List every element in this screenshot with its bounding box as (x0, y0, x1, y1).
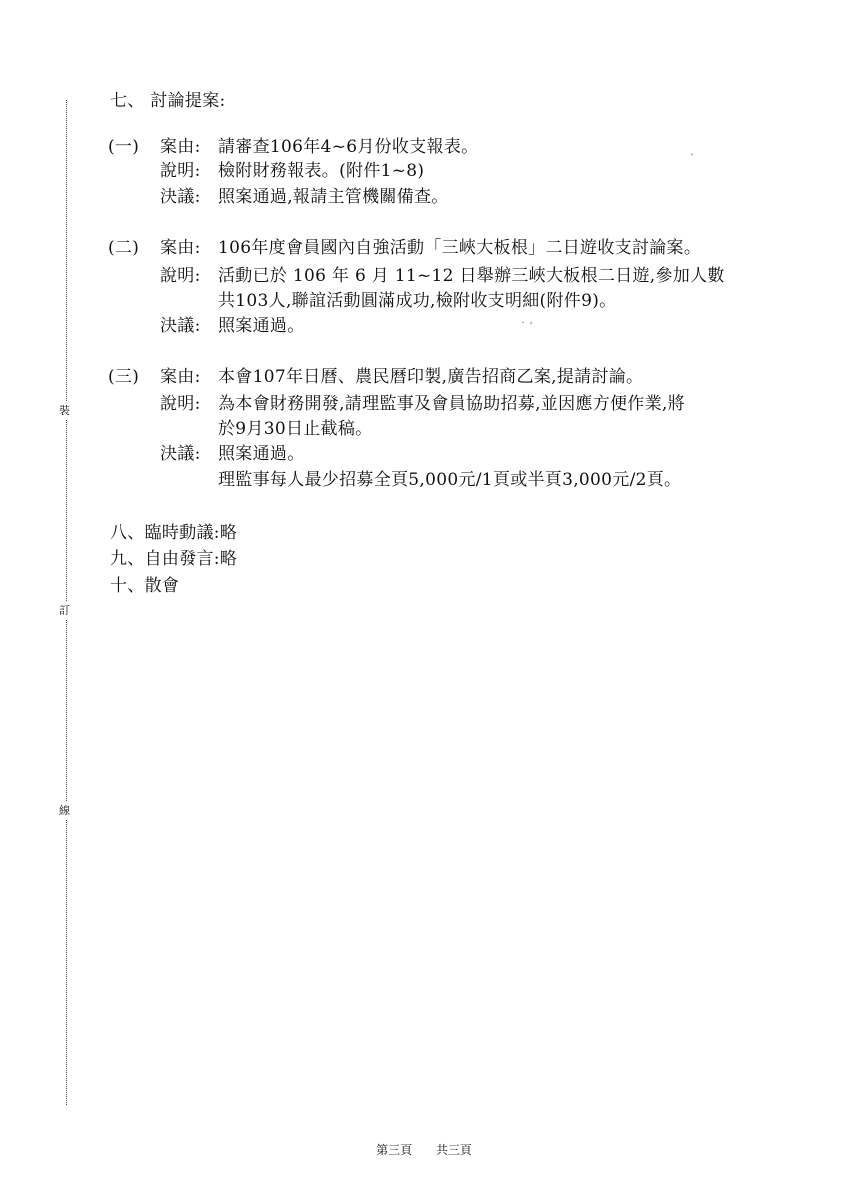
binding-char-xian: 線 (59, 802, 70, 820)
proposal-3-resolution-line-1: 照案通過。 (218, 444, 305, 464)
proposal-1-resolution-line-1: 照案通過,報請主管機關備查。 (218, 187, 449, 207)
binding-char-ding: 訂 (59, 602, 70, 620)
footer-page-number: 第三頁 (376, 1143, 413, 1157)
proposal-2-resolution-label: 決議: (160, 316, 201, 336)
binding-char-zhuang: 裝 (59, 402, 70, 420)
proposal-3-explain-label: 說明: (160, 394, 201, 414)
proposal-2-resolution-line-1: 照案通過。 (218, 316, 305, 336)
proposal-2-explain-line-2: 共103人,聯誼活動圓滿成功,檢附收支明細(附件9)。 (218, 291, 617, 311)
proposal-1-case-text: 請審查106年4~6月份收支報表。 (218, 137, 479, 157)
item-9-free-speech: 九、自由發言:略 (110, 549, 238, 569)
scan-speck: ˙ ′ (520, 320, 533, 334)
proposal-3-resolution-label: 決議: (160, 444, 201, 464)
section-7-title: 七、 討論提案: (110, 91, 226, 111)
page-footer (0, 1141, 848, 1158)
footer-page-total: 共三頁 (435, 1143, 472, 1157)
proposal-3-explain-line-1: 為本會財務開發,請理監事及會員協助招募,並因應方便作業,將 (218, 394, 685, 414)
proposal-1-number: (一) (108, 137, 140, 157)
proposal-2-number: (二) (108, 238, 140, 258)
proposal-3-explain-line-2: 於9月30日止截稿。 (218, 419, 373, 439)
proposal-2-explain-label: 說明: (160, 266, 201, 286)
proposal-2-case-label: 案由: (160, 238, 201, 258)
proposal-1-resolution-label: 決議: (160, 187, 201, 207)
item-8-extempore-motion: 八、臨時動議:略 (110, 523, 238, 543)
proposal-3-case-text: 本會107年日曆、農民曆印製,廣告招商乙案,提請討論。 (218, 367, 644, 387)
proposal-3-number: (三) (108, 367, 140, 387)
proposal-3-case-label: 案由: (160, 367, 201, 387)
scan-speck: ˏ (690, 142, 694, 156)
item-10-adjournment: 十、散會 (110, 576, 180, 596)
proposal-1-explain-line-1: 檢附財務報表。(附件1~8) (218, 161, 425, 181)
proposal-3-resolution-line-2: 理監事每人最少招募全頁5,000元/1頁或半頁3,000元/2頁。 (218, 470, 682, 490)
proposal-2-explain-line-1: 活動已於 106 年 6 月 11~12 日舉辦三峽大板根二日遊,參加人數 (218, 266, 725, 286)
proposal-1-explain-label: 說明: (160, 161, 201, 181)
proposal-1-case-label: 案由: (160, 137, 201, 157)
proposal-2-case-text: 106年度會員國內自強活動「三峽大板根」二日遊收支討論案。 (218, 238, 702, 258)
